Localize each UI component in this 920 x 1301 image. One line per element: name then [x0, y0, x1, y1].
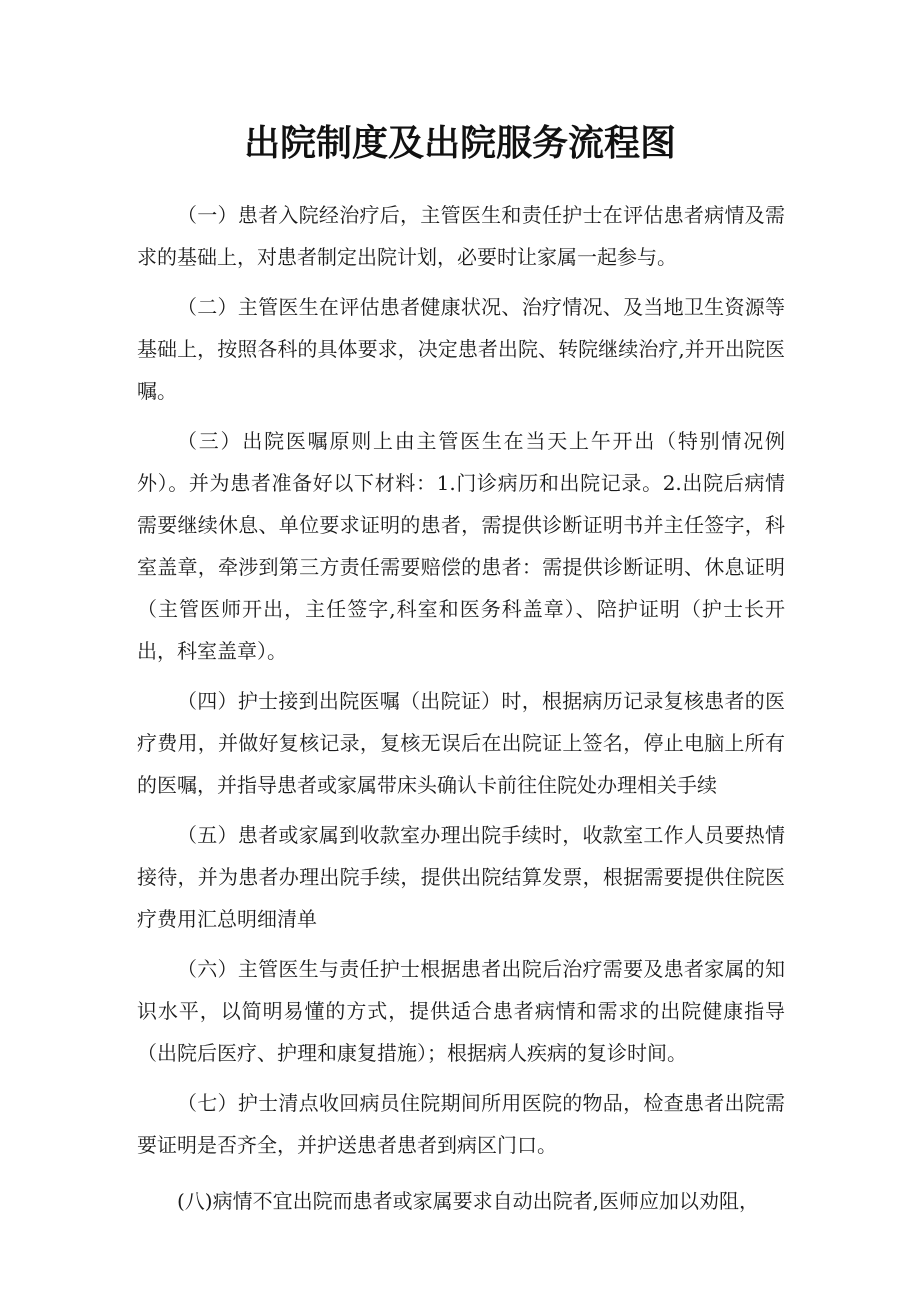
paragraph-3: （三）出院医嘱原则上由主管医生在当天上午开出（特别情况例外）。并为患者准备好以下材料：1.门诊病历和出院记录。2.出院后病情需要继续休息、单位要求证明的患者，需提供诊断证明书并主任签字，科室盖章，牵涉到第三方责任需要赔偿的患者：需提供诊断证明、休息证明（主管医师开出，主任签字,科室和医务科盖章）、陪护证明（护士长开出，科室盖章）。 [137, 429, 785, 663]
paragraph-7: （七）护士清点收回病员住院期间所用医院的物品，检查患者出院需要证明是否齐全，并护送患者患者到病区门口。 [137, 1091, 785, 1157]
paragraph-5: （五）患者或家属到收款室办理出院手续时，收款室工作人员要热情接待，并为患者办理出院手续，提供出院结算发票，根据需要提供住院医疗费用汇总明细清单 [137, 823, 785, 931]
paragraph-1: （一）患者入院经治疗后，主管医生和责任护士在评估患者病情及需求的基础上，对患者制定出院计划，必要时让家属一起参与。 [137, 203, 785, 269]
document-title: 出院制度及出院服务流程图 [243, 123, 676, 164]
paragraph-2: （二）主管医生在评估患者健康状况、治疗情况、及当地卫生资源等基础上，按照各科的具体要求，决定患者出院、转院继续治疗,并开出院医嘱。 [137, 295, 785, 403]
document-body [137, 194, 785, 1230]
paragraph-8: (八)病情不宜出院而患者或家属要求自动出院者,医师应加以劝阻， [177, 1189, 759, 1213]
paragraph-4: （四）护士接到出院医嘱（出院证）时，根据病历记录复核患者的医疗费用，并做好复核记录，复核无误后在出院证上签名，停止电脑上所有的医嘱，并指导患者或家属带床头确认卡前往住院处办理相关手续 [137, 689, 785, 797]
paragraph-6: （六）主管医生与责任护士根据患者出院后治疗需要及患者家属的知识水平，以简明易懂的方式，提供适合患者病情和需求的出院健康指导（出院后医疗、护理和康复措施）；根据病人疾病的复诊时间。 [137, 957, 785, 1065]
